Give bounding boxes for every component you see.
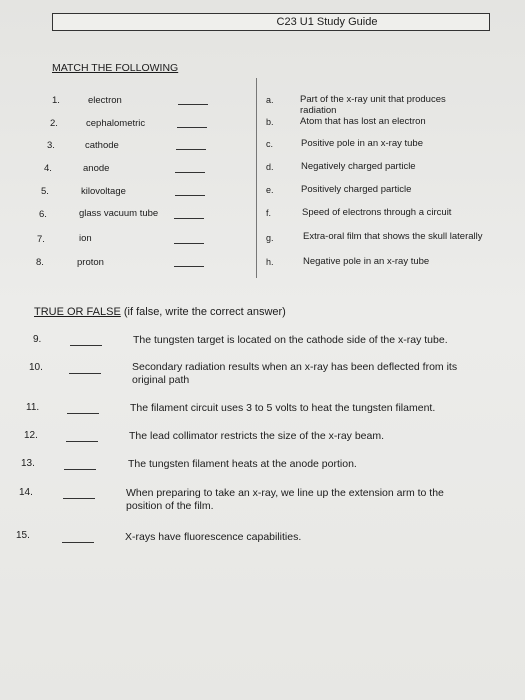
term-text: proton (77, 257, 104, 268)
true-false-heading-instructions: (if false, write the correct answer) (120, 306, 286, 318)
definition-letter: e. (266, 185, 274, 195)
term-number: 1. (52, 95, 60, 106)
term-text: ion (79, 233, 92, 244)
statement-text: When preparing to take an x-ray, we line up the extension arm to the position of the film. (126, 487, 444, 512)
answer-blank[interactable] (69, 373, 101, 374)
definition-letter: c. (266, 139, 274, 149)
answer-blank[interactable] (63, 498, 95, 499)
question-number: 15. (16, 530, 30, 541)
definition-text: Extra-oral film that shows the skull laterally (303, 231, 483, 242)
term-text: anode (83, 163, 110, 174)
answer-blank[interactable] (175, 195, 205, 196)
question-number: 11. (26, 402, 40, 413)
term-text: glass vacuum tube (79, 208, 159, 219)
definition-letter: g. (266, 233, 274, 243)
definition-letter: b. (266, 117, 274, 127)
term-text: kilovoltage (81, 186, 126, 197)
term-number: 4. (44, 163, 52, 174)
statement-text: Secondary radiation results when an x-ray has been deflected from its original path (132, 361, 458, 386)
term-number: 3. (47, 140, 55, 151)
question-number: 13. (21, 458, 35, 469)
question-number: 9. (33, 334, 42, 345)
answer-blank[interactable] (67, 413, 99, 414)
true-false-heading (34, 306, 286, 318)
statement-text: X-rays have fluorescence capabilities. (125, 531, 302, 543)
definition-text: Positively charged particle (301, 184, 412, 195)
answer-blank[interactable] (178, 104, 208, 105)
answer-blank[interactable] (70, 345, 102, 346)
answer-blank[interactable] (62, 542, 94, 543)
definition-text: Positive pole in an x-ray tube (301, 138, 423, 149)
matching-heading: MATCH THE FOLLOWING (52, 62, 179, 74)
term-number: 6. (39, 209, 47, 220)
title-box (52, 13, 490, 31)
definition-letter: a. (266, 95, 274, 105)
answer-blank[interactable] (174, 266, 204, 267)
true-false-heading-underlined: TRUE OR FALSE (34, 306, 121, 318)
answer-blank[interactable] (177, 127, 207, 128)
question-number: 10. (29, 362, 43, 373)
statement-text: The tungsten filament heats at the anode portion. (128, 458, 357, 470)
page-title: C23 U1 Study Guide (276, 16, 378, 28)
term-number: 2. (50, 118, 58, 129)
term-text: electron (88, 95, 122, 106)
definition-text: Part of the x-ray unit that produces radiation (300, 94, 446, 116)
term-number: 8. (36, 257, 44, 268)
definition-text: Negative pole in an x-ray tube (303, 256, 430, 267)
answer-blank[interactable] (64, 469, 96, 470)
statement-text: The filament circuit uses 3 to 5 volts to heat the tungsten filament. (130, 402, 436, 414)
term-text: cephalometric (86, 118, 146, 129)
question-number: 14. (19, 487, 33, 498)
term-number: 7. (37, 234, 45, 245)
definition-text: Speed of electrons through a circuit (302, 207, 452, 218)
term-number: 5. (41, 186, 49, 197)
definition-letter: f. (266, 208, 272, 218)
definition-text: Atom that has lost an electron (300, 116, 426, 127)
answer-blank[interactable] (175, 172, 205, 173)
answer-blank[interactable] (174, 243, 204, 244)
answer-blank[interactable] (174, 218, 204, 219)
question-number: 12. (24, 430, 38, 441)
definition-letter: h. (266, 257, 274, 267)
column-divider (256, 78, 257, 278)
definition-letter: d. (266, 162, 274, 172)
term-text: cathode (85, 140, 119, 151)
definition-text: Negatively charged particle (301, 161, 416, 172)
answer-blank[interactable] (176, 149, 206, 150)
statement-text: The lead collimator restricts the size of the x-ray beam. (129, 430, 385, 442)
statement-text: The tungsten target is located on the cathode side of the x-ray tube. (133, 334, 448, 346)
answer-blank[interactable] (66, 441, 98, 442)
